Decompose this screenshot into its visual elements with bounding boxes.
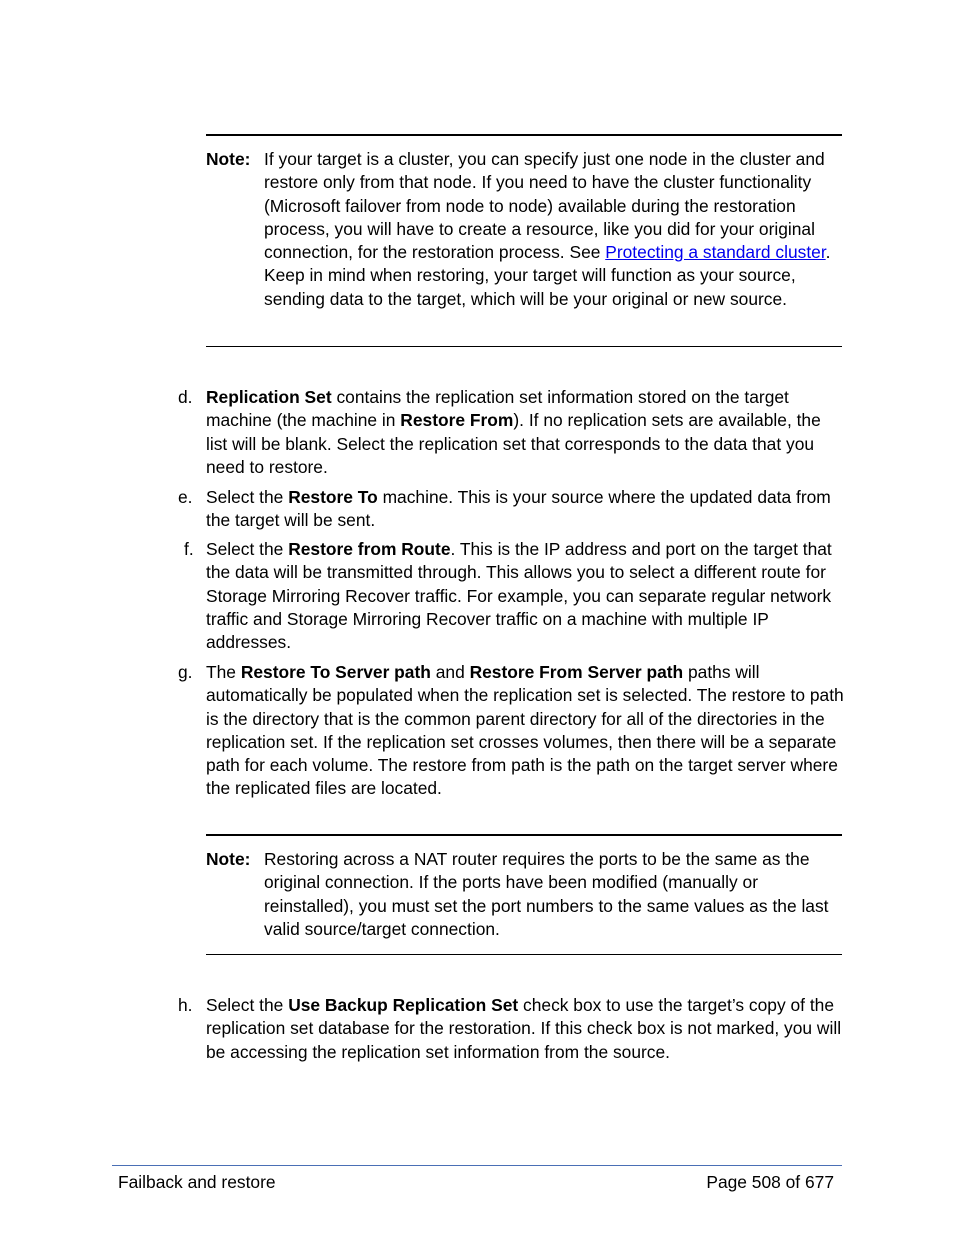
bold-term: Restore To Server path [240,662,431,682]
bold-term: Restore From [400,410,514,431]
bold-term: Restore from Route [288,539,451,559]
footer-section-title: Failback and restore [118,1172,276,1192]
bold-term: Restore From Server path [469,662,684,682]
item-text: The [206,662,241,682]
list-item-body [206,486,846,533]
item-text: and [430,662,470,682]
item-text: ). If no replication sets are available, the list will be blank. Select the replication set that corresponds to the data that you need to restore. [206,410,821,477]
item-text: machine. This is your source where the updated data from the target will be sent. [206,487,831,531]
bold-term: Use Backup Replication Set [288,995,519,1015]
note-text: Restoring across a NAT router requires the ports to be the same as the original connection. If the ports have been modified (manually or reinstalled), you must set the port numbers to the same values as the last valid source/target connection. [264,849,829,939]
footer-divider [112,1165,842,1166]
item-text: contains the replication set information stored on the target machine (the machine in [206,387,789,431]
note-text-part: . Keep in mind when restoring, your target will function as your source, sending data to the target, which will be your original or new source. [264,242,831,309]
list-marker: f. [184,539,194,559]
bold-term: Replication Set [206,387,332,407]
note-label: Note: [206,849,251,869]
item-text: Select the [206,487,289,507]
list-item-body [206,661,846,801]
list-marker: e. [178,487,193,507]
note-text-part: If your target is a cluster, you can specify just one node in the cluster and restore only from that node. If you need to have the cluster functionality (Microsoft failover from node to node) available during the restoration process, you will have to create a resource, like you did for your original connection, for the restoration process. See [264,149,825,263]
item-text: check box to use the target’s copy of the replication set database for the restoration. If this check box is not marked, you will be accessing the replication set information from the source. [206,995,842,1062]
item-text: Select the [206,995,289,1015]
item-text: paths will automatically be populated when the replication set is selected. The restore to path is the directory that is the common parent directory for all of the directories in the replication set. If the replication set crosses volumes, then there will be a separate path for each volume. The restore from path is the path on the target server where the replicated files are located. [206,662,844,799]
bold-term: Restore To [288,487,378,507]
list-item-body [206,994,846,1064]
protecting-standard-cluster-link[interactable]: Protecting a standard cluster [605,242,826,263]
item-text: . This is the IP address and port on the target that the data will be transmitted through. This allows you to select a different route for Storage Mirroring Recover traffic. For example, you can separate regular network traffic and Storage Mirroring Recover traffic on a machine with multiple IP addresses. [206,539,832,653]
list-item-body [206,538,846,654]
note-label: Note: [206,149,251,169]
note-text [264,148,844,311]
list-marker: h. [178,995,193,1015]
footer-page-number: Page 508 of 677 [706,1172,834,1192]
list-marker: g. [178,662,193,682]
note-box-nat [206,834,842,955]
item-text: Select the [206,539,289,559]
list-item-body [206,386,846,479]
list-marker: d. [178,387,193,407]
note-box-cluster [206,134,842,347]
